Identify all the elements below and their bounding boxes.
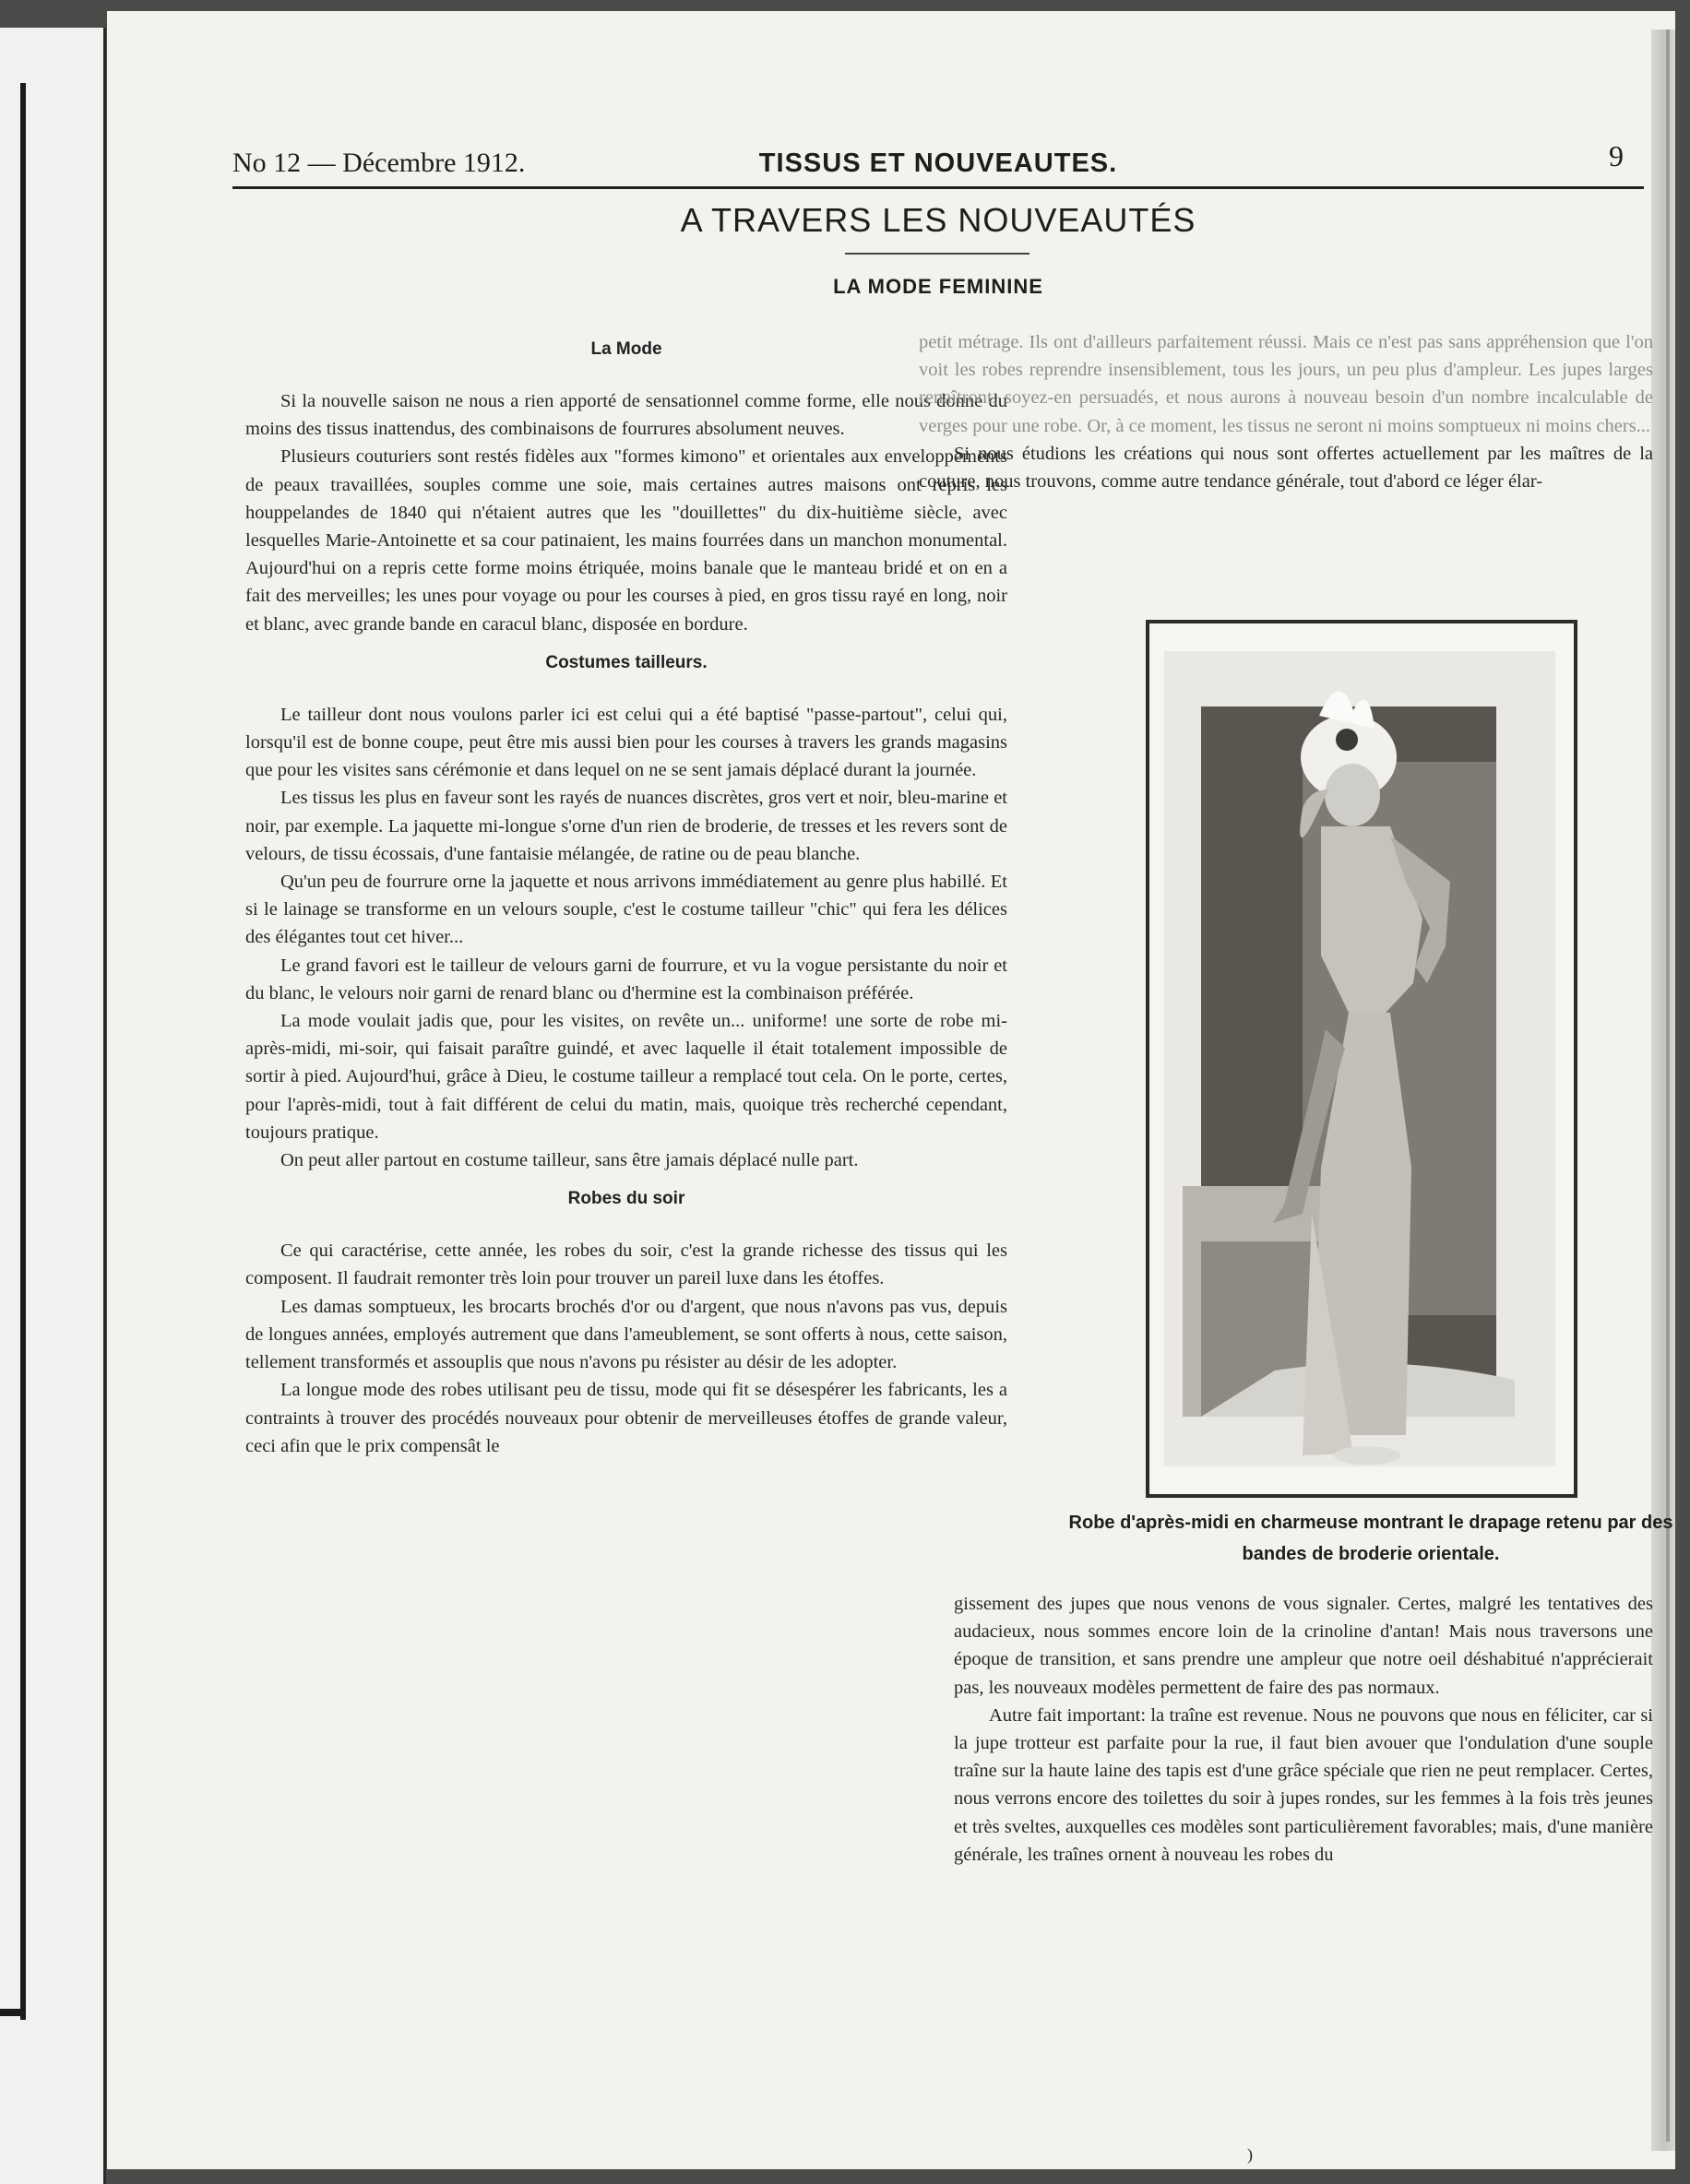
issue-date: No 12 — Décembre 1912. xyxy=(232,148,526,178)
paragraph: petit métrage. Ils ont d'ailleurs parfaitement réussi. Mais ce n'est pas sans appréhension que l'on voit les robes reprendre insensiblement, tous les jours, un peu plus d'ampleur. Les jupes larges renaîtront, soyez-en persuadés, et nous aurons à nouveau besoin d'un nombre incalculable de verges pour une robe. Or, à ce moment, les tissus ne seront ni moins somptueux ni moins chers... xyxy=(919,332,1653,436)
magazine-page xyxy=(107,11,1675,2169)
article-title: A TRAVERS LES NOUVEAUTÉS xyxy=(680,201,1196,239)
paragraph: gissement des jupes que nous venons de vous signaler. Certes, malgré les tentatives des audacieux, nous sommes encore loin de la crinoline d'antan! Mais nous traversons une époque de transition, et sans prendre une ampleur que notre oeil déshabitué n'apprécierait pas, les nouveaux modèles permettent de faire des pas normaux. xyxy=(954,1594,1653,1698)
paragraph: On peut aller partout en costume tailleur, sans être jamais déplacé nulle part. xyxy=(280,1150,859,1171)
previous-page-edge xyxy=(0,28,106,2184)
paragraph: La longue mode des robes utilisant peu de tissu, mode qui fit se désespérer les fabricants, les a contraints à trouver des procédés nouveaux pour obtenir de merveilleuses étoffes de grande valeur, ceci afin que le prix compensât le xyxy=(245,1380,1007,1456)
page-footer-mark: ) xyxy=(1247,2145,1253,2164)
article-subtitle: LA MODE FEMININE xyxy=(833,275,1043,298)
title-divider xyxy=(845,253,1029,255)
fashion-photograph xyxy=(1146,620,1577,1498)
page-border-line xyxy=(1666,30,1670,2142)
paragraph: Si nous étudions les créations qui nous sont offertes actuellement par les maîtres de la couture, nous trouvons, comme autre tendance générale, tout d'abord ce léger élar- xyxy=(919,443,1653,493)
paragraph: Si la nouvelle saison ne nous a rien apporté de sensationnel comme forme, elle nous donne du moins des tissus inattendus, des combinaisons de fourrures absolument neuves. xyxy=(245,391,1007,440)
paragraph: Les tissus les plus en faveur sont les rayés de nuances discrètes, gros vert et noir, bleu-marine et noir, par exemple. La jaquette mi-longue s'orne d'un rien de broderie, de tresses et les revers sont de velours, de tissu écossais, d'une fantaisie mélangée, de ratine ou de peau blanche. xyxy=(245,788,1007,864)
page-header xyxy=(232,140,1644,189)
page-stack-edge xyxy=(1651,30,1675,2151)
section-heading-robes-du-soir: Robes du soir xyxy=(567,1189,685,1209)
photo-caption: Robe d'après-midi en charmeuse montrant le drapage retenu par des bandes de broderie orientale. xyxy=(1068,1513,1673,1564)
previous-page-rule xyxy=(20,83,26,2020)
paragraph: Qu'un peu de fourrure orne la jaquette et nous arrivons immédiatement au genre plus habillé. Et si le lainage se transforme en un velours souple, c'est le costume tailleur "chic" qui fera les délices des élégantes tout cet hiver... xyxy=(245,872,1007,948)
section-heading-costumes-tailleurs: Costumes tailleurs. xyxy=(545,652,708,672)
section-heading-la-mode: La Mode xyxy=(590,339,662,359)
paragraph: Ce qui caractérise, cette année, les robes du soir, c'est la grande richesse des tissus qui les composent. Il faudrait remonter très loin pour trouver un pareil luxe dans les étoffes. xyxy=(245,1240,1007,1289)
paragraph: Le tailleur dont nous voulons parler ici est celui qui a été baptisé "passe-partout", celui qui, lorsqu'il est de bonne coupe, peut être mis aussi bien pour les courses à travers les grands magasins que pour les visites sans cérémonie et dans lequel on ne se sent jamais déplacé durant la journée. xyxy=(245,704,1007,781)
page-number: 9 xyxy=(1609,139,1624,172)
paragraph: La mode voulait jadis que, pour les visites, on revête un... uniforme! une sorte de robe mi-après-midi, mi-soir, qui faisait paraître guindé, et avec laquelle il était totalement impossible de sortir à pied. Aujourd'hui, grâce à Dieu, le costume tailleur a remplacé tout cela. On le porte, certes, pour l'après-midi, tout à fait différent de celui du matin, mais, quoique très recherché cependant, toujours pratique. xyxy=(245,1011,1007,1143)
right-column-top xyxy=(919,328,1653,495)
right-column-bottom xyxy=(954,1590,1653,1869)
journal-name: TISSUS ET NOUVEAUTES. xyxy=(758,148,1118,178)
woman-in-gown-illustration xyxy=(1164,651,1555,1466)
paragraph: Les damas somptueux, les brocarts brochés d'or ou d'argent, que nous n'avons pas vus, depuis de longues années, employés autrement que dans l'ameublement, se sont offerts à nous, cette saison, tellement transformés et assouplis que nous n'avons pu résister au désir de les adopter. xyxy=(245,1296,1007,1373)
previous-page-mark xyxy=(0,2009,26,2016)
paragraph: Le grand favori est le tailleur de velours garni de fourrure, et vu la vogue persistante du noir et du blanc, le velours noir garni de renard blanc ou d'hermine est la combinaison préférée. xyxy=(245,955,1007,1003)
paragraph: Plusieurs couturiers sont restés fidèles aux "formes kimono" et orientales aux enveloppements de peaux travaillées, souples comme une soie, mais certaines autres maisons ont repris les houppelandes de 1840 qui n'étaient autres que les "douillettes" du dix-huitième siècle, avec lesquelles Marie-Antoinette et sa cour patinaient, les mains fourrées dans un manchon monumental. Aujourd'hui on a repris cette forme moins étriquée, moins banale que le manteau bridé et on en a fait des merveilles; les unes pour voyage ou pour les courses à pied, en gros tissu rayé en long, noir et blanc, avec grande bande en caracul blanc, disposée en bordure. xyxy=(245,446,1007,635)
paragraph: Autre fait important: la traîne est revenue. Nous ne pouvons que nous en féliciter, car si la jupe trotteur est parfaite pour la rue, il faut bien avouer que l'ondulation d'une souple traîne sur la haute laine des tapis est d'une grâce spéciale que rien ne peut remplacer. Certes, nous verrons encore des toilettes du soir à jupes rondes, sur les femmes à la fois très jeunes et très sveltes, auxquelles ces modèles sont particulièrement favorables; mais, d'une manière générale, les traînes ornent à nouveau les robes du xyxy=(954,1704,1653,1865)
photo-image xyxy=(1164,651,1555,1466)
left-column xyxy=(245,338,1007,1460)
